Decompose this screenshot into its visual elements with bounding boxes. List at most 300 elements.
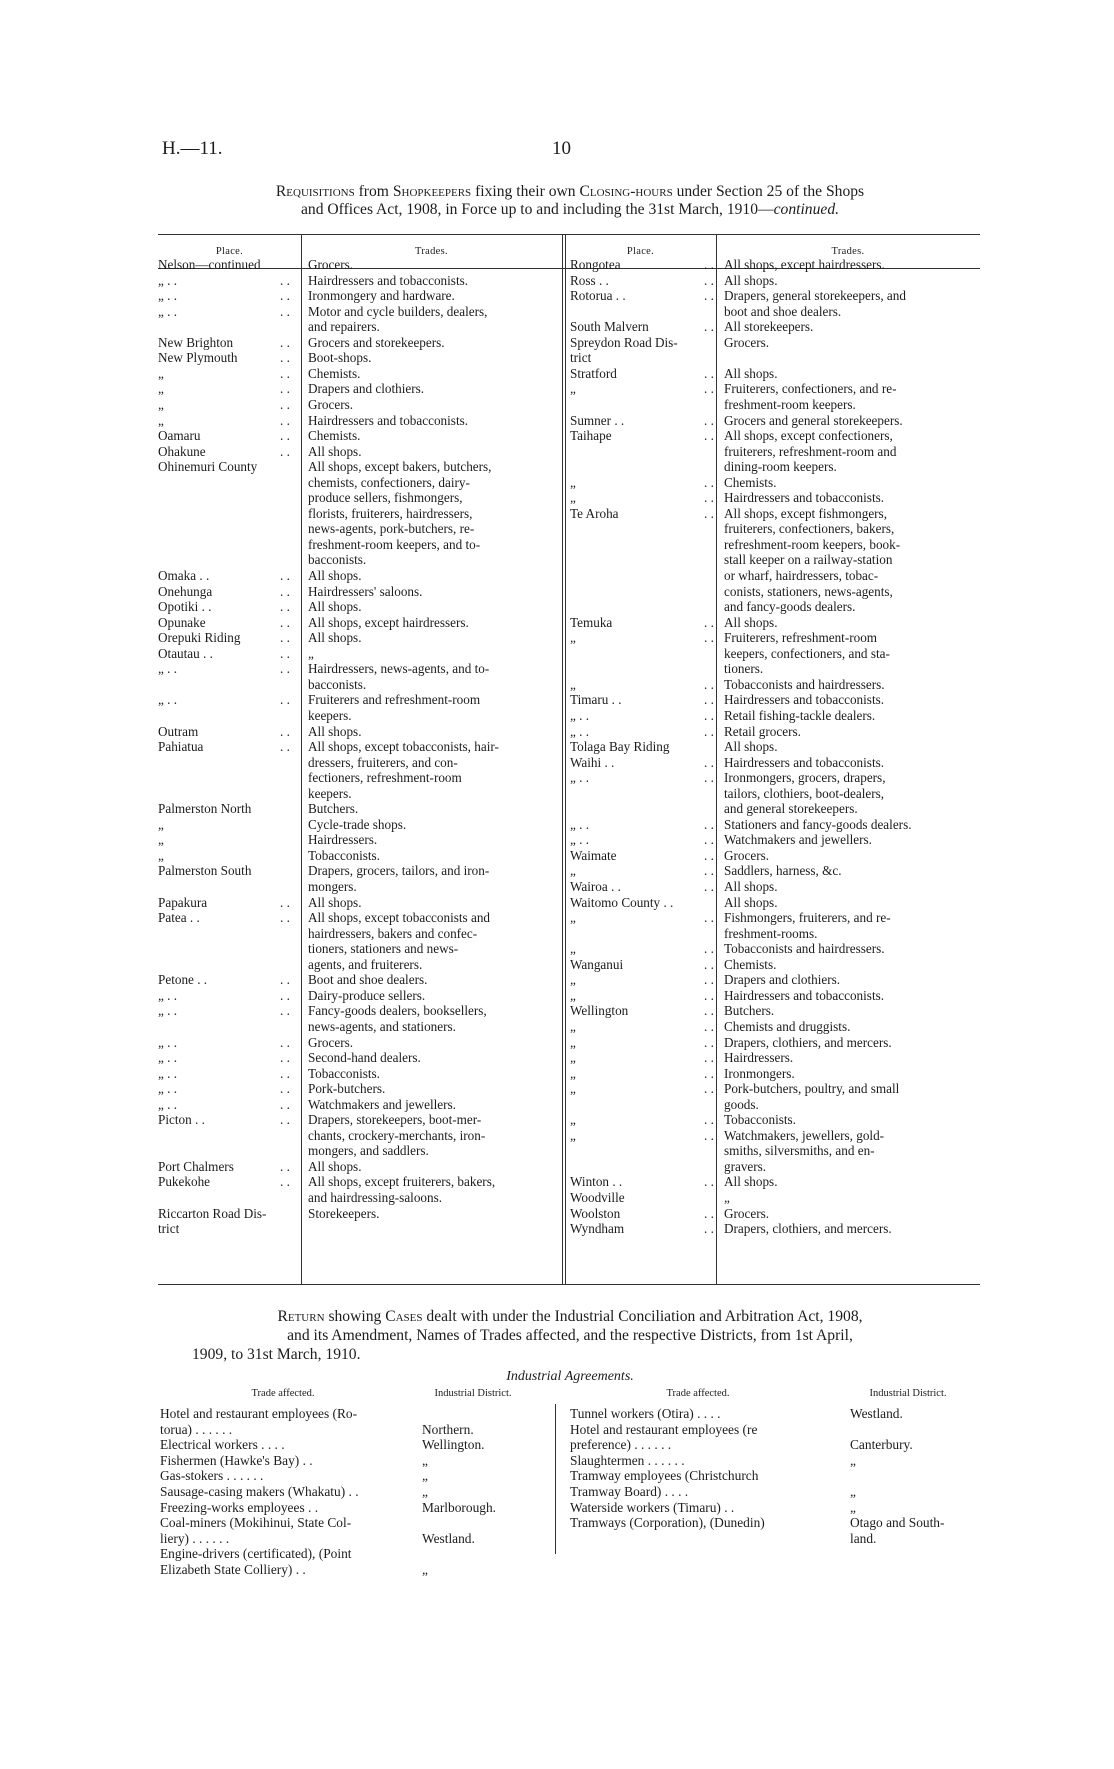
title-text: dealt with under the Industrial Conciliation and Arbitration Act, 1908, [422,1308,863,1325]
table-row [160,1515,555,1531]
trade-text: Drapers, grocers, tailors, and iron- [308,863,490,879]
leader-dots: . . [280,630,290,646]
trade-affected: Tunnel workers (Otira) . . . . [570,1406,721,1421]
table-row [570,910,980,926]
trade-text: Tobacconists. [724,1112,796,1128]
place-name: „ [570,676,576,692]
trade-text: news-agents, pork-butchers, re- [308,521,475,537]
leader-dots: . . [704,863,714,879]
table-row [570,615,980,631]
place-name: „ . . [158,692,178,708]
leader-dots: . . [280,599,290,615]
table-row [160,1562,555,1578]
column-header-district: Industrial District. [434,1388,512,1399]
trade-text: Hairdressers and tobacconists. [724,754,885,770]
trade-affected: Waterside workers (Timaru) . . [570,1499,735,1515]
place-name: Riccarton Road Dis- [158,1205,267,1221]
column-header-district: Industrial District. [869,1388,947,1399]
return-title-line1 [160,1307,980,1326]
leader-dots: . . [704,987,714,1003]
trade-affected: Coal-miners (Mokihinui, State Col- [160,1515,352,1531]
place-name: Te Aroha [570,505,619,521]
trade-text: freshment-room keepers. [724,396,856,412]
table-row [158,1019,562,1035]
table-row [158,739,562,755]
trade-text: Hairdressers and tobacconists. [308,412,469,428]
table-row [160,1468,555,1484]
trade-text: All shops. [308,1158,362,1174]
table-row [570,848,980,864]
trade-text: Drapers, clothiers, and mercers. [724,1034,892,1050]
requisitions-title-line2 [160,201,980,219]
trade-text: and repairers. [308,319,380,335]
industrial-district: Marlborough. [422,1499,497,1515]
trade-text: Fruiterers, confectioners, and re- [724,381,897,397]
trade-affected: Hotel and restaurant employees (re [570,1421,758,1437]
leader-dots: . . [704,474,714,490]
leader-dots: . . [704,754,714,770]
trade-text: Second-hand dealers. [308,1050,421,1066]
trade-text: tioners. [724,661,764,677]
trade-text: Pork-butchers. [308,1081,386,1097]
trade-text: Hairdressers. [308,832,378,848]
leader-dots: . . [280,645,290,661]
table-row [158,1190,562,1206]
table-row [570,537,980,553]
trade-text: Chemists. [308,428,361,444]
column-divider [562,234,563,1284]
place-name: „ [158,816,164,832]
table-row [570,863,980,879]
place-name: „ . . [570,832,590,848]
leader-dots: . . [704,630,714,646]
table-row [570,1515,980,1531]
place-name: „ . . [158,1081,178,1097]
place-name: „ [570,1050,576,1066]
table-row [570,724,980,740]
table-row [570,1190,980,1206]
trade-text: Dairy-produce sellers. [308,987,426,1003]
table-row [158,895,562,911]
trade-text: Fancy-goods dealers, booksellers, [308,1003,487,1019]
place-name: „ [570,1127,576,1143]
table-row [570,630,980,646]
leader-dots: . . [280,1003,290,1019]
table-row [570,941,980,957]
leader-dots: . . [704,412,714,428]
place-name: „ [570,863,576,879]
table-row [160,1484,555,1500]
industrial-district: „ [850,1484,856,1499]
leader-dots: . . [280,987,290,1003]
table-row [570,1066,980,1082]
trade-text: stall keeper on a railway-station [724,552,893,568]
table-row [570,817,980,833]
table-row [570,1050,980,1066]
table-row [570,1143,980,1159]
leader-dots: . . [704,1174,714,1190]
leader-dots: . . [280,568,290,583]
return-title-line3: 1909, to 31st March, 1910. [192,1346,361,1363]
table-row [570,972,980,988]
trade-text: dining-room keepers. [724,459,837,475]
trade-text: Grocers. [308,396,354,412]
trade-text: All shops, except fruiterers, bakers, [308,1174,496,1190]
leader-dots: . . [280,1065,290,1081]
table-row [570,288,980,304]
leader-dots: . . [704,614,714,630]
trade-text: and hairdressing-saloons. [308,1190,443,1205]
table-row [160,1453,555,1469]
trade-text: All shops. [308,630,362,646]
trade-text: freshment-rooms. [724,925,818,941]
table-row [158,366,562,382]
trade-affected: Gas-stokers . . . . . . [160,1468,264,1484]
trade-text: Fishmongers, fruiterers, and re- [724,910,891,926]
leader-dots: . . [280,381,290,397]
column-header-trades: Trades. [415,246,448,257]
place-name: „ . . [158,272,178,288]
table-row [570,490,980,506]
column-header-place: Place. [626,246,655,257]
trade-text: All shops, except confectioners, [724,428,893,444]
table-row [570,755,980,771]
industrial-district: „ [422,1484,428,1499]
table-row [158,910,562,926]
leader-dots: . . [280,1081,290,1097]
industrial-district: „ [422,1452,428,1468]
place-name: trict [570,350,592,366]
table-row [158,755,562,771]
leader-dots: . . [704,956,714,972]
table-row [158,1221,562,1237]
table-row [570,257,980,273]
table-row [158,273,562,289]
trade-text: Watchmakers and jewellers. [308,1096,456,1112]
table-row [570,506,980,522]
trade-text: chants, crockery-merchants, iron- [308,1127,486,1143]
industrial-district: „ [850,1499,856,1515]
table-row [570,366,980,382]
place-name: „ . . [158,661,178,677]
place-name: Palmerston South [158,863,252,879]
leader-dots: . . [704,257,714,272]
return-title [160,1307,980,1364]
leader-dots: . . [280,661,290,677]
place-name: „ . . [570,707,590,723]
title-word-shopkeepers: Shopkeepers [392,183,472,200]
leader-dots: . . [704,505,714,521]
table-row [158,677,562,693]
table-row [570,708,980,724]
trade-text: Tobacconists and hairdressers. [724,676,885,692]
column-header-trade: Trade affected. [666,1388,730,1399]
trade-text: fruiterers, confectioners, bakers, [724,521,895,537]
table-row [570,1035,980,1051]
place-name: „ . . [570,770,590,786]
trade-text: Retail fishing-tackle dealers. [724,707,876,723]
leader-dots: . . [704,1112,714,1128]
trade-text: refreshment-room keepers, book- [724,536,901,552]
place-name: Onehunga [158,583,213,599]
table-row [570,739,980,755]
place-name: Waitomo County . . [570,894,674,910]
place-name: Timaru . . [570,692,622,708]
trade-text: Hairdressers and tobacconists. [308,272,469,288]
table-row [570,1081,980,1097]
place-name: „ . . [158,303,178,319]
trade-text: gravers. [724,1158,767,1174]
trade-text: Hairdressers' saloons. [308,583,423,599]
trade-text: boot and shoe dealers. [724,303,842,319]
trade-text: Ironmongers, grocers, drapers, [724,770,886,786]
industrial-district: Northern. [422,1421,474,1437]
place-name: Outram [158,723,199,739]
place-name: New Plymouth [158,350,238,366]
place-name: Taihape [570,428,612,444]
table-row [570,599,980,615]
place-name: „ [570,630,576,646]
table-row [158,1097,562,1113]
place-name: Wyndham [570,1221,625,1237]
table-row [158,786,562,802]
trade-text: Hairdressers and tobacconists. [724,490,885,506]
place-name: „ [570,1112,576,1128]
industrial-district: Canterbury. [850,1437,913,1453]
trade-text: keepers. [308,707,352,723]
leader-dots: . . [704,832,714,848]
trade-text: Hairdressers and tobacconists. [724,987,885,1003]
trade-text: Stationers and fancy-goods dealers. [724,816,912,832]
place-name: Nelson—continued [158,257,261,272]
table-row [160,1546,555,1562]
trade-affected: Electrical workers . . . . [160,1437,285,1453]
trade-affected: Tramway Board) . . . . [570,1484,689,1499]
trade-text: Tobacconists. [308,847,380,863]
table-row [158,879,562,895]
trade-text: Grocers and general storekeepers. [724,412,903,428]
industrial-district: „ [850,1452,856,1468]
leader-dots: . . [704,1221,714,1237]
trade-text: All shops, except tobacconists, hair- [308,739,499,755]
trade-text: keepers, confectioners, and sta- [724,645,890,661]
trade-text: Saddlers, harness, &c. [724,863,842,879]
place-name: Wanganui [570,956,624,972]
trade-text: florists, fruiterers, hairdressers, [308,505,473,521]
place-name: „ . . [158,1003,178,1019]
trade-text: produce sellers, fishmongers, [308,490,463,506]
place-name: Rongotea [570,257,621,272]
place-name: Ross . . [570,272,609,288]
requisitions-title [160,183,980,219]
trade-text: Grocers. [724,847,770,863]
leader-dots: . . [704,770,714,786]
table-top-rule [158,234,980,235]
table-row [158,521,562,537]
trade-text: hairdressers, bakers and confec- [308,925,478,941]
table-row [158,692,562,708]
place-name: „ [158,381,164,397]
table-row [158,319,562,335]
leader-dots: . . [280,1096,290,1112]
trade-text: Ironmongery and hardware. [308,288,455,304]
place-name: South Malvern [570,319,649,335]
table-row [158,304,562,320]
industrial-district: Otago and South- [850,1515,945,1531]
place-name: Spreydon Road Dis- [570,334,678,350]
trade-text: bacconists. [308,552,367,568]
place-name: „ [570,972,576,988]
place-name: Woolston [570,1205,621,1221]
trade-text: Drapers, storekeepers, boot-mer- [308,1112,482,1128]
trade-text: dressers, fruiterers, and con- [308,754,458,770]
table-row [570,879,980,895]
trade-text: Pork-butchers, poultry, and small [724,1081,900,1097]
table-row [570,428,980,444]
trade-text: All shops, except fishmongers, [724,505,887,521]
place-name: Pahiatua [158,739,204,755]
trade-text: All shops. [308,894,362,910]
table-row [158,1206,562,1222]
trade-text: fruiterers, refreshment-room and [724,443,897,459]
trade-affected: torua) . . . . . . [160,1421,233,1437]
leader-dots: . . [280,723,290,739]
table-row [570,661,980,677]
table-row [570,1097,980,1113]
title-text: showing [324,1308,386,1325]
table-row [158,599,562,615]
place-name: „ [570,910,576,926]
leader-dots: . . [704,692,714,708]
trade-text: Grocers. [308,1034,354,1050]
trade-text: Watchmakers and jewellers. [724,832,872,848]
trade-text: All shops, except hairdressers. [308,614,469,630]
place-name: „ [158,832,164,848]
title-word-requisitions: Requisitions [275,183,355,200]
table-row [570,786,980,802]
trade-text: Hairdressers, news-agents, and to- [308,661,490,677]
table-row [158,1159,562,1175]
table-row [570,397,980,413]
place-name: „ . . [570,816,590,832]
place-name: Ohakune [158,443,206,459]
trade-text: All shops. [724,894,778,910]
trade-text: mongers. [308,879,357,894]
table-row [570,335,980,351]
table-row [158,661,562,677]
place-name: Port Chalmers [158,1158,234,1174]
table-row [158,724,562,740]
place-name: Petone . . [158,972,208,988]
table-row [158,1066,562,1082]
trade-text: All shops. [724,365,778,381]
table-row [570,801,980,817]
table-row [570,319,980,335]
leader-dots: . . [280,350,290,366]
title-text: from [354,183,393,200]
leader-dots: . . [704,1003,714,1019]
trade-text: conists, stationers, news-agents, [724,583,893,599]
trade-text: smiths, silversmiths, and en- [724,1143,875,1159]
table-row [160,1531,555,1547]
column-header-trades: Trades. [831,246,865,257]
trade-text: Fruiterers, refreshment-room [724,630,878,646]
trade-text: Drapers and clothiers. [724,972,841,988]
trade-text: Storekeepers. [308,1205,380,1221]
place-name: „ . . [158,1096,178,1112]
requisitions-table [158,234,980,1286]
table-row [570,304,980,320]
trade-text: Butchers. [308,801,359,817]
trade-text: agents, and fruiterers. [308,956,423,972]
trade-text: All storekeepers. [724,319,814,335]
leader-dots: . . [280,365,290,381]
column-header-place: Place. [215,246,244,257]
leader-dots: . . [280,288,290,304]
table-row [158,615,562,631]
leader-dots: . . [704,941,714,957]
place-name: „ [570,1065,576,1081]
title-word-closing-hours: Closing-hours [579,183,673,200]
leader-dots: . . [704,972,714,988]
trade-text: Drapers and clothiers. [308,381,425,397]
trade-text: All shops. [724,739,778,755]
table-row [160,1422,555,1438]
place-name: „ [570,1034,576,1050]
table-row [158,926,562,942]
table-row [570,1206,980,1222]
leader-dots: . . [704,1205,714,1221]
table-row [570,1159,980,1175]
trade-text: All shops, except bakers, butchers, [308,459,492,475]
leader-dots: . . [280,692,290,708]
table-row [160,1500,555,1516]
trade-text: bacconists. [308,676,367,692]
page-number: 10 [552,138,571,159]
table-row [570,832,980,848]
leader-dots: . . [704,1065,714,1081]
agreements-table [158,1386,980,1586]
place-name: „ [158,396,164,412]
leader-dots: . . [704,319,714,335]
table-row [570,988,980,1004]
table-row [158,832,562,848]
leader-dots: . . [280,272,290,288]
place-name: Oamaru [158,428,201,444]
trade-text: All shops. [308,443,362,459]
trade-text: All shops. [308,599,362,615]
place-name: Patea . . [158,910,200,926]
table-row [158,568,562,584]
trade-text: Boot-shops. [308,350,372,366]
trade-affected: Engine-drivers (certificated), (Point [160,1546,352,1562]
trade-affected: preference) . . . . . . [570,1437,672,1453]
table-row [570,1422,980,1438]
table-row [158,584,562,600]
place-name: Pukekohe [158,1174,211,1190]
column-header-trade: Trade affected. [251,1388,315,1399]
table-row [570,1128,980,1144]
table-row [158,490,562,506]
industrial-district: Westland. [422,1530,475,1546]
leader-dots: . . [704,707,714,723]
table-row [158,708,562,724]
trade-affected: Slaughtermen . . . . . . [570,1452,685,1468]
table-row [158,863,562,879]
title-word-return: Return [277,1308,325,1325]
trade-text: keepers. [308,785,352,801]
trade-text: Drapers, general storekeepers, and [724,288,906,304]
